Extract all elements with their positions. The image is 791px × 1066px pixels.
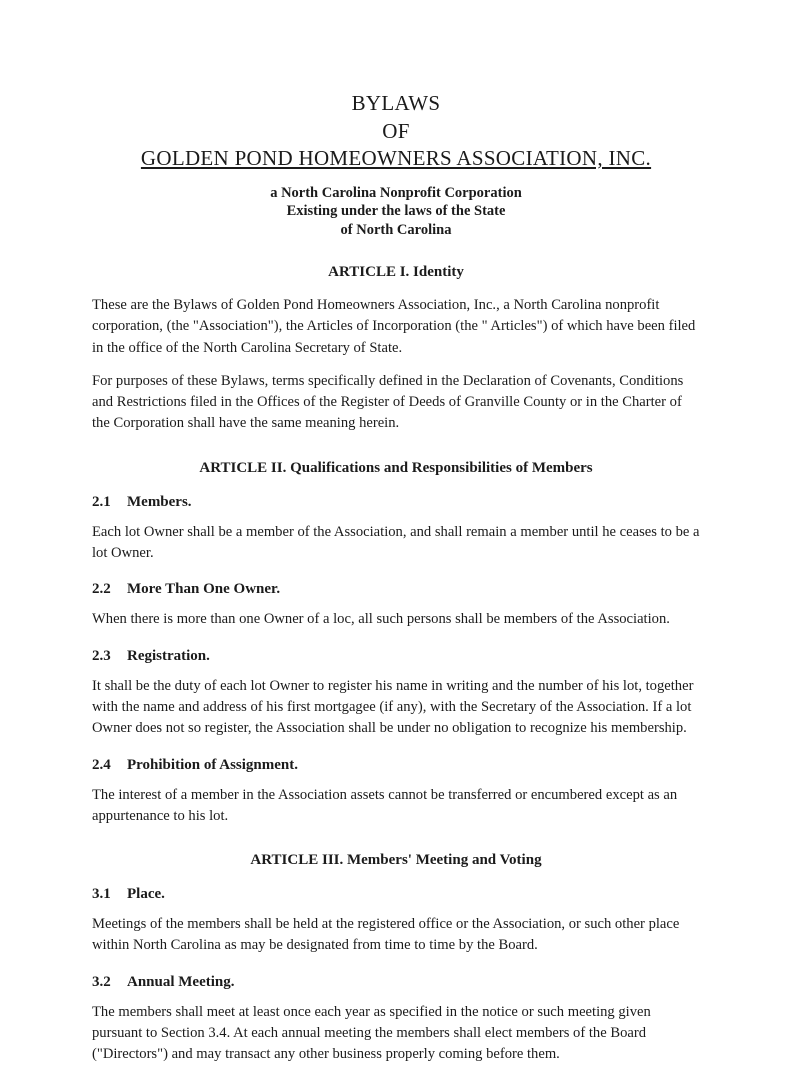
section-2-4-body: The interest of a member in the Association assets cannot be transferred or encumbered except as an appurtenance to his lot. <box>92 786 678 824</box>
section-2-1 <box>92 494 700 565</box>
section-2-1-heading <box>92 494 700 511</box>
section-number: 2.4 <box>92 756 111 773</box>
document-title-block <box>92 90 700 173</box>
section-number: 2.1 <box>92 493 111 510</box>
section-title: Members. <box>127 493 192 510</box>
section-2-2-heading <box>92 581 700 598</box>
section-2-3-heading <box>92 648 700 665</box>
subtitle-line-1: a North Carolina Nonprofit Corporation <box>270 184 522 201</box>
article-3 <box>92 852 700 1065</box>
document-subtitle-block <box>92 184 700 240</box>
section-number: 3.2 <box>92 973 111 990</box>
section-title: Prohibition of Assignment. <box>127 756 298 773</box>
section-2-3-body: It shall be the duty of each lot Owner to register his name in writing and the number of his lot, together with the name and address of his first mortgagee (if any), with the Secretary of the Association. If a lot Owner does not so register, the Association shall be under no obligation to recognize his membership. <box>92 677 694 737</box>
article-1-paragraph-1: These are the Bylaws of Golden Pond Homeowners Association, Inc., a North Carolina nonprofit corporation, (the "Association"), the Articles of Incorporation (the " Articles") of which have been filed in the office of the North Carolina Secretary of State. <box>92 297 696 356</box>
section-2-2 <box>92 581 700 630</box>
section-3-1-body: Meetings of the members shall be held at the registered office or the Association, or such other place within North Carolina as may be designated from time to time by the Board. <box>92 916 680 954</box>
section-3-2-heading <box>92 974 700 991</box>
title-line-3-organization-name: GOLDEN POND HOMEOWNERS ASSOCIATION, INC. <box>140 146 652 170</box>
title-line-1: BYLAWS <box>351 91 441 115</box>
section-3-1-heading <box>92 886 700 903</box>
section-3-1 <box>92 886 700 957</box>
section-2-1-body: Each lot Owner shall be a member of the Association, and shall remain a member until he ceases to be a lot Owner. <box>92 523 700 562</box>
article-3-heading: ARTICLE III. Members' Meeting and Voting <box>250 852 542 869</box>
subtitle-line-3: of North Carolina <box>340 221 452 238</box>
section-2-3 <box>92 648 700 740</box>
section-title: Place. <box>127 886 165 903</box>
subtitle-line-2: Existing under the laws of the State <box>286 203 506 219</box>
section-number: 2.3 <box>92 647 111 664</box>
section-title: Annual Meeting. <box>127 973 235 990</box>
section-number: 3.1 <box>92 886 111 903</box>
article-1-paragraph-2: For purposes of these Bylaws, terms specifically defined in the Declaration of Covenants, Conditions and Restrictions filed in the Offices of the Register of Deeds of Granville County or in the Charter of the Corporation shall have the same meaning herein. <box>92 372 684 432</box>
section-3-2-body: The members shall meet at least once each year as specified in the notice or such meeting given pursuant to Section 3.4. At each annual meeting the members shall elect members of the Board ("Directors") and may transact any other business properly coming before them. <box>92 1003 651 1063</box>
section-2-2-body: When there is more than one Owner of a loc, all such persons shall be members of the Association. <box>92 611 670 628</box>
section-2-4 <box>92 757 700 828</box>
section-number: 2.2 <box>92 581 111 598</box>
section-2-4-heading <box>92 757 700 774</box>
title-line-2: OF <box>382 118 410 143</box>
article-1 <box>92 264 700 435</box>
article-1-heading: ARTICLE I. Identity <box>328 264 464 280</box>
section-title: More Than One Owner. <box>127 581 281 598</box>
article-2 <box>92 460 700 827</box>
section-title: Registration. <box>127 647 210 664</box>
article-2-heading: ARTICLE II. Qualifications and Responsibilities of Members <box>199 459 593 476</box>
section-3-2 <box>92 974 700 1066</box>
